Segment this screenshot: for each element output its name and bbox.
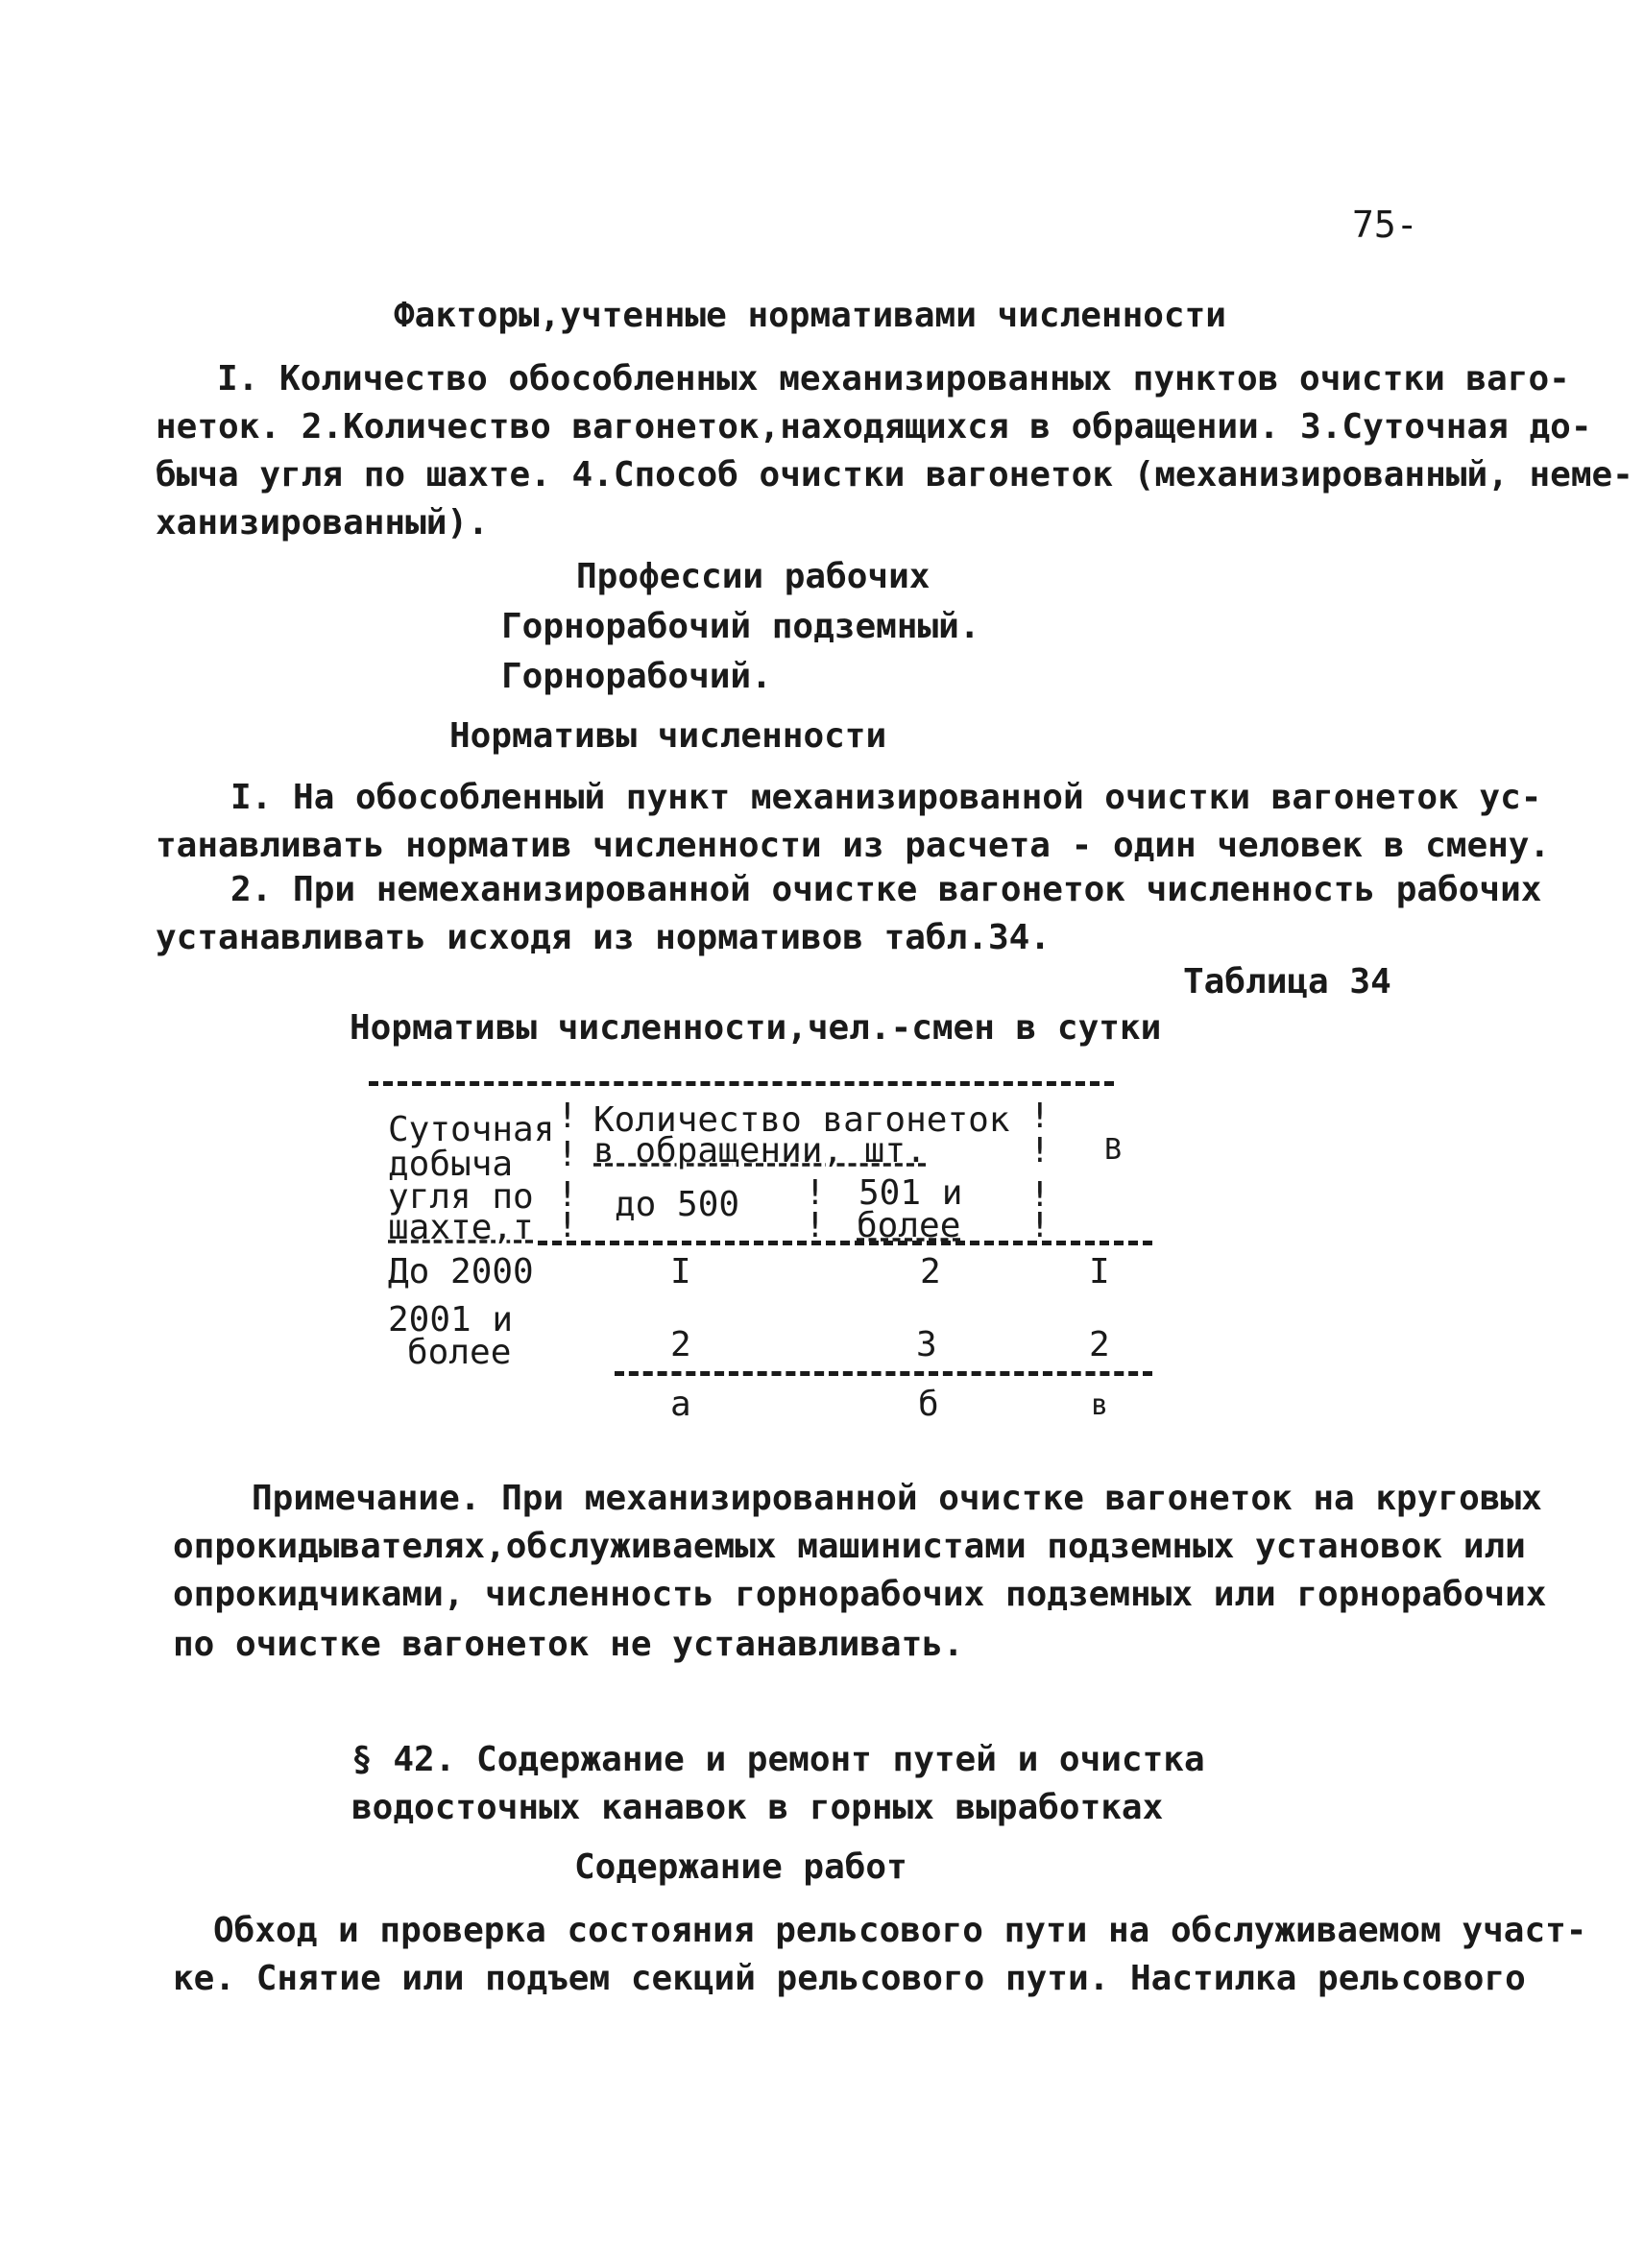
section-line-1: Обход и проверка состояния рельсового пути на обслуживаемом участ- <box>213 1911 1587 1950</box>
table-header-sub1: до 500 <box>615 1185 740 1224</box>
section-title-line-1: § 42. Содержание и ремонт путей и очистка <box>351 1740 1205 1779</box>
table-header-sub2a: 501 и <box>858 1173 963 1213</box>
table-row2-label2: более <box>407 1333 512 1372</box>
table-footer-c: в <box>1091 1388 1109 1422</box>
table-header-col1-l3: угля по <box>388 1177 534 1217</box>
table-header-col4: В <box>1104 1133 1123 1167</box>
norms-line-4: устанавливать исходя из нормативов табл.34. <box>156 918 1051 957</box>
table-sep-1d: ! <box>557 1206 578 1245</box>
table-header-sub2b: более <box>857 1206 961 1245</box>
table-sep-1b: ! <box>557 1135 578 1174</box>
table-bottom-rule <box>615 1371 1152 1376</box>
factors-line-4: ханизированный). <box>156 503 489 543</box>
table-footer-a: а <box>670 1385 691 1424</box>
table-row2-label: 2001 и <box>388 1300 514 1339</box>
section-line-2: ке. Снятие или подъем секций рельсового пути. Настилка рельсового <box>173 1959 1526 1998</box>
table-top-rule <box>369 1081 1114 1086</box>
factors-line-2: неток. 2.Количество вагонеток,находящихся в обращении. 3.Суточная до- <box>156 407 1592 446</box>
table-sep-1a: ! <box>557 1097 578 1136</box>
norms-line-1: I. На обособленный пункт механизированной очистки вагонеток ус- <box>230 778 1542 817</box>
factors-heading: Факторы,учтенные нормативами численности <box>394 296 1226 335</box>
norms-line-3: 2. При немеханизированной очистке вагонеток численность рабочих <box>230 870 1542 909</box>
section-title-line-2: водосточных канавок в горных выработках <box>351 1788 1164 1827</box>
norms-heading: Нормативы численности <box>449 716 887 756</box>
profession-item-1: Горнорабочий подземный. <box>501 607 980 646</box>
profession-item-2: Горнорабочий. <box>501 657 772 696</box>
table-sep-1c: ! <box>557 1175 578 1215</box>
table-row2-v1: 2 <box>670 1325 691 1364</box>
table-caption: Нормативы численности,чел.-смен в сутки <box>350 1008 1162 1048</box>
table-row1-v2: 2 <box>920 1252 941 1291</box>
section-subheading: Содержание работ <box>574 1847 907 1887</box>
table-sep-2a: ! <box>805 1173 826 1213</box>
norms-line-2: танавливать норматив численности из расчета - один человек в смену. <box>156 826 1551 865</box>
table-header-group-2: в обращении, шт. <box>593 1131 927 1170</box>
factors-line-3: быча угля по шахте. 4.Способ очистки вагонеток (механизированный, неме- <box>156 455 1633 495</box>
table-row1-label: До 2000 <box>388 1252 534 1291</box>
note-line-4: по очистке вагонеток не устанавливать. <box>173 1625 964 1664</box>
table-sep-2b: ! <box>805 1206 826 1245</box>
table-footer-b: б <box>918 1385 939 1424</box>
table-row1-v1: I <box>670 1252 691 1291</box>
table-sep-4d: ! <box>1029 1206 1051 1245</box>
table-label: Таблица 34 <box>1183 962 1391 1001</box>
table-header-col1-l4: шахте,т <box>388 1208 534 1247</box>
table-header-col1-l2: добыча <box>388 1145 514 1184</box>
table-row2-v2: 3 <box>916 1325 937 1364</box>
table-sep-4c: ! <box>1029 1175 1051 1215</box>
note-line-2: опрокидывателях,обслуживаемых машинистами подземных установок или <box>173 1527 1526 1566</box>
table-header-rule <box>538 1241 1152 1245</box>
table-header-col1-l1: Суточная <box>388 1110 555 1149</box>
table-row1-v3: I <box>1089 1252 1110 1291</box>
professions-heading: Профессии рабочих <box>576 557 931 596</box>
table-row2-v3: 2 <box>1089 1325 1110 1364</box>
table-sep-4b: ! <box>1029 1131 1051 1170</box>
factors-line-1: I. Количество обособленных механизированных пунктов очистки ваго- <box>217 359 1570 398</box>
page-number: 75- <box>1352 204 1418 246</box>
table-sep-4a: ! <box>1029 1097 1051 1136</box>
table-header-group: Количество вагонеток <box>593 1100 1010 1140</box>
note-line-3: опрокидчиками, численность горнорабочих подземных или горнорабочих <box>173 1575 1547 1614</box>
note-line-1: Примечание. При механизированной очистке вагонеток на круговых <box>252 1479 1542 1518</box>
